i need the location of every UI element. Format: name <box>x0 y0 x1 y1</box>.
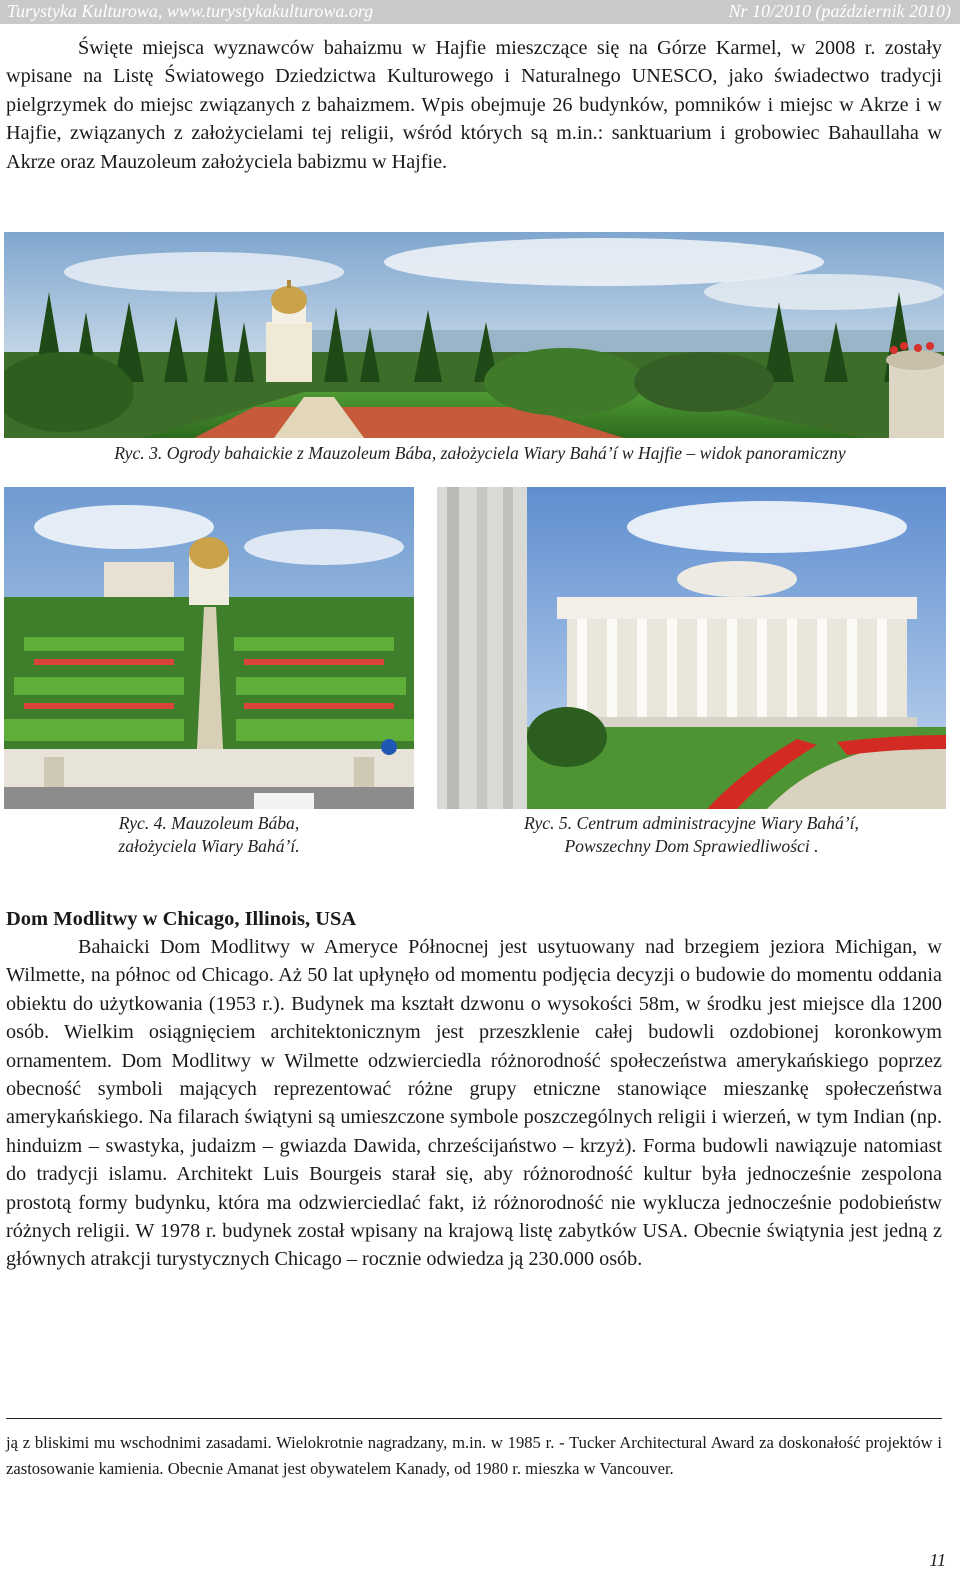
figure-4-caption <box>4 812 414 858</box>
panorama-illustration <box>4 232 944 438</box>
figure-5-caption <box>437 812 946 858</box>
section-body: Bahaicki Dom Modlitwy w Ameryce Północnej jest usytuowany nad brzegiem jeziora Michigan, w Wilmette, na północ od Chicago. Aż 50 lat upłynęło od momentu podjęcia decyzji o budowie do momentu oddania obiektu do użytkowania (1953 r.). Budynek ma kształt dzwonu o wysokości 58m, w środku jest miejsce dla 1200 osób. Wielkim osiągnięciem architektonicznym jest przeszklenie całej budowli ozdobionej koronkowym ornamentem. Dom Modlitwy w Wilmette odzwierciedla różnorodność społeczeństwa amerykańskiego poprzez obecność symboli mających reprezentować różne grupy etniczne stanowiące mieszankę społeczeństwa amerykańskiego. Na filarach świątyni są umieszczone symbole poszczególnych religii i wierzeń, w tym Indian (np. hinduizm – swastyka, judaizm – gwiazda Dawida, chrześcijaństwo – krzyż). Forma budowli nawiązuje natomiast do tradycji islamu. Architekt Luis Bourgeis starał się, aby różnorodność kultur była jednocześnie zespolona prostotą formy budynku, która ma odzwierciedlać fakt, iż różnorodność nie wyklucza jednocześnie podobieństw różnych religii. W 1978 r. budynek został wpisany na krajową listę zabytków USA. Obecnie świątynia jest jedną z głównych atrakcji turystycznych Chicago – rocznie odwiedza ją 230.000 osób. <box>6 936 942 1271</box>
footnote-divider <box>6 1418 942 1419</box>
journal-title: Turystyka Kulturowa, www.turystykakulturowa.org <box>7 1 374 21</box>
intro-paragraph: Święte miejsca wyznawców bahaizmu w Hajfie mieszczące się na Górze Karmel, w 2008 r. zostały wpisane na Listę Światowego Dziedzictwa Kulturowego i Naturalnego UNESCO, jako świadectwo tradycji pielgrzymek do miejsc związanych z bahaizmem. Wpis obejmuje 26 budynków, pomników i miejsc w Akrze i w Hajfie, związanych z założycielami tej religii, wśród których są m.in.: sanktuarium i grobowiec Bahaullaha w Akrze oraz Mauzoleum założyciela babizmu w Hajfie. <box>6 37 942 173</box>
figure-3-caption: Ryc. 3. Ogrody bahaickie z Mauzoleum Bába, założyciela Wiary Bahá’í w Hajfie – widok panoramiczny <box>114 443 846 463</box>
administrative-centre-illustration <box>437 487 946 809</box>
figure-5-caption-line-1: Ryc. 5. Centrum administracyjne Wiary Bahá’í, <box>524 813 859 833</box>
figure-5-caption-line-2: Powszechny Dom Sprawiedliwości . <box>564 836 819 856</box>
section-heading: Dom Modlitwy w Chicago, Illinois, USA <box>6 908 357 930</box>
figure-4-caption-line-1: Ryc. 4. Mauzoleum Bába, <box>118 813 300 833</box>
figure-4-caption-line-2: założyciela Wiary Bahá’í. <box>118 836 300 856</box>
page-number: 11 <box>929 1550 946 1570</box>
footnote-text: ją z bliskimi mu wschodnimi zasadami. Wielokrotnie nagradzany, m.in. w 1985 r. - Tucker Architectural Award za doskonałość projektów i zastosowanie kamienia. Obecnie Amanat jest obywatelem Kanady, od 1980 r. mieszka w Vancouver. <box>6 1433 942 1478</box>
mausoleum-photo <box>4 487 414 809</box>
issue-number: Nr 10/2010 (październik 2010) <box>728 1 951 21</box>
page-header <box>0 0 960 24</box>
panorama-photo <box>4 232 944 438</box>
mausoleum-illustration <box>4 487 414 809</box>
universal-house-of-justice-photo <box>437 487 946 809</box>
